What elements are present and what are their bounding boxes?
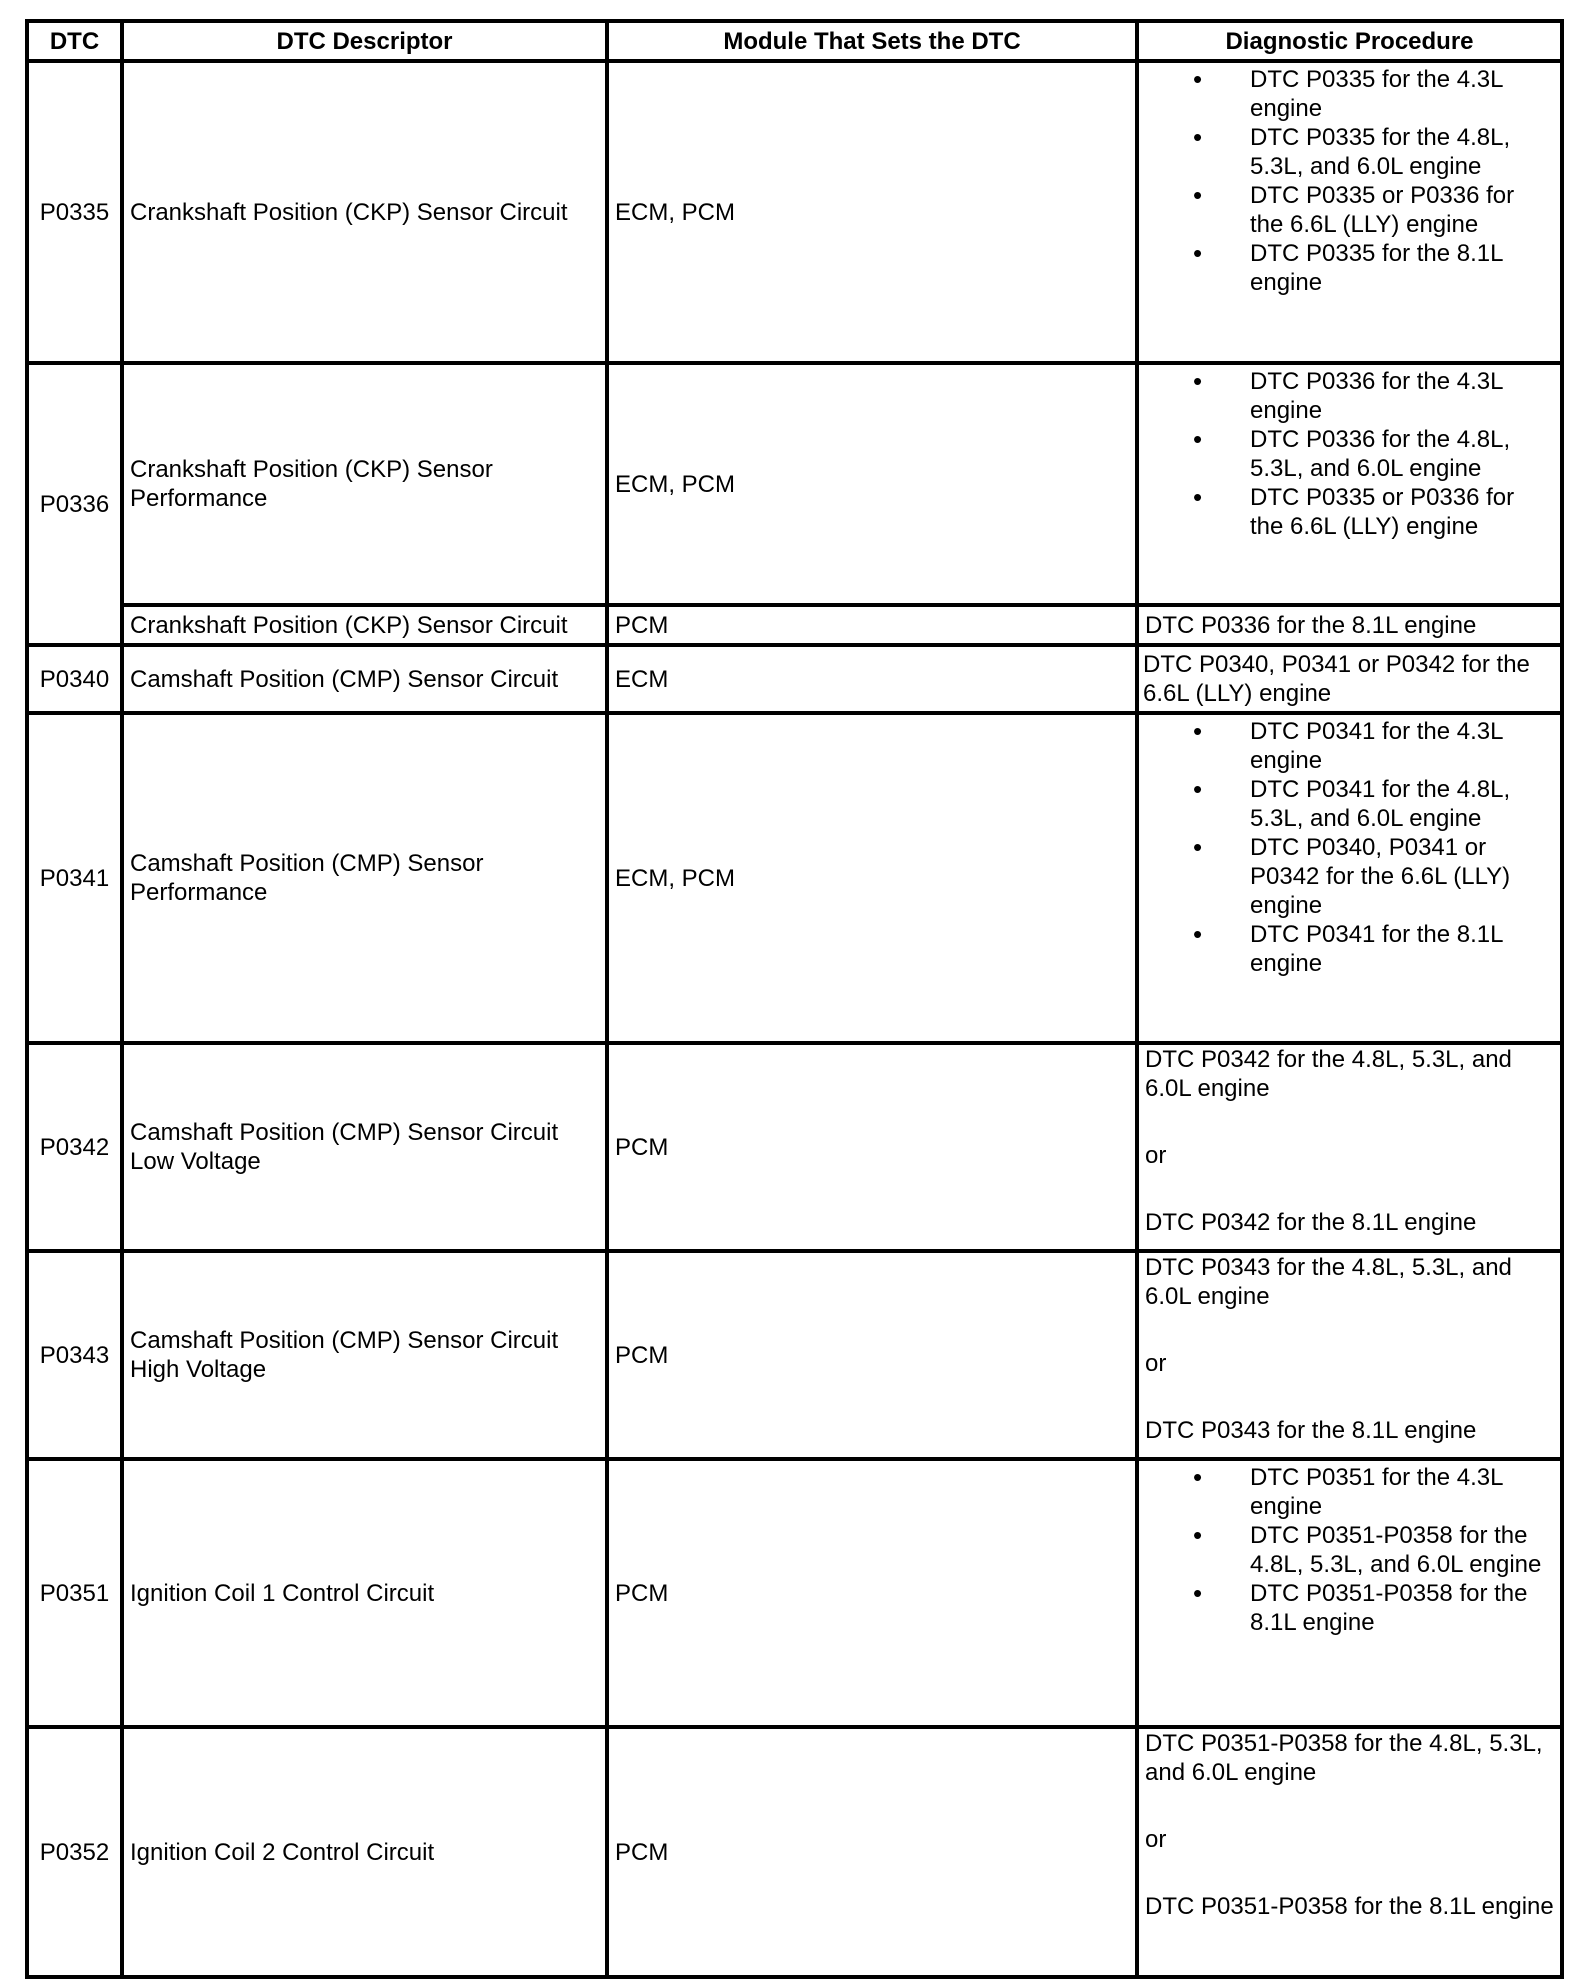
dtc-table [25, 19, 1564, 1979]
table-row [27, 61, 1562, 363]
procedure-list [1145, 717, 1554, 978]
dtc-descriptor: Ignition Coil 2 Control Circuit [122, 1727, 607, 1977]
table-row [27, 1459, 1562, 1727]
dtc-module: PCM [607, 1043, 1137, 1251]
dtc-code: P0352 [27, 1727, 122, 1977]
procedure-item: • DTC P0341 for the 4.8L, 5.3L, and 6.0L engine [1250, 775, 1554, 833]
procedure-item: • DTC P0335 or P0336 for the 6.6L (LLY) engine [1250, 181, 1554, 239]
procedure-list [1145, 367, 1554, 541]
dtc-descriptor: Ignition Coil 1 Control Circuit [122, 1459, 607, 1727]
dtc-descriptor: Crankshaft Position (CKP) Sensor Circuit [122, 605, 607, 645]
header-dtc: DTC [27, 21, 122, 61]
procedure-or: or [1145, 1142, 1167, 1169]
diagnostic-procedure [1137, 1043, 1562, 1251]
procedure-text: DTC P0351-P0358 for the 4.8L, 5.3L, and 6.0L engine [1145, 1730, 1543, 1786]
diagnostic-procedure [1137, 363, 1562, 605]
dtc-module: PCM [607, 1727, 1137, 1977]
dtc-descriptor: Camshaft Position (CMP) Sensor Circuit Low Voltage [122, 1043, 607, 1251]
dtc-module: PCM [607, 1251, 1137, 1459]
procedure-text: DTC P0343 for the 8.1L engine [1145, 1417, 1477, 1444]
table-row [27, 1727, 1562, 1977]
procedure-item: • DTC P0351-P0358 for the 4.8L, 5.3L, and 6.0L engine [1250, 1521, 1554, 1579]
table-row [27, 363, 1562, 605]
header-procedure: Diagnostic Procedure [1137, 21, 1562, 61]
procedure-item: • DTC P0335 for the 4.8L, 5.3L, and 6.0L engine [1250, 123, 1554, 181]
dtc-code: P0351 [27, 1459, 122, 1727]
dtc-code: P0336 [27, 363, 122, 645]
diagnostic-procedure [1137, 61, 1562, 363]
procedure-text: DTC P0342 for the 8.1L engine [1145, 1209, 1477, 1236]
dtc-code: P0340 [27, 645, 122, 713]
table-row [27, 713, 1562, 1043]
procedure-text: DTC P0343 for the 4.8L, 5.3L, and 6.0L engine [1145, 1254, 1512, 1310]
table-row [27, 1251, 1562, 1459]
procedure-item: • DTC P0335 or P0336 for the 6.6L (LLY) engine [1250, 483, 1554, 541]
dtc-code: P0343 [27, 1251, 122, 1459]
dtc-descriptor: Crankshaft Position (CKP) Sensor Performance [122, 363, 607, 605]
dtc-descriptor: Camshaft Position (CMP) Sensor Circuit High Voltage [122, 1251, 607, 1459]
diagnostic-procedure [1137, 1251, 1562, 1459]
diagnostic-procedure [1137, 713, 1562, 1043]
dtc-module: ECM [607, 645, 1137, 713]
diagnostic-procedure: DTC P0340, P0341 or P0342 for the 6.6L (LLY) engine [1137, 645, 1562, 713]
dtc-module: PCM [607, 605, 1137, 645]
procedure-item: • DTC P0341 for the 8.1L engine [1250, 920, 1554, 978]
table-header-row [27, 21, 1562, 61]
procedure-or: or [1145, 1826, 1167, 1853]
procedure-or: or [1145, 1350, 1167, 1377]
header-module: Module That Sets the DTC [607, 21, 1137, 61]
procedure-item: • DTC P0341 for the 4.3L engine [1250, 717, 1554, 775]
dtc-descriptor: Crankshaft Position (CKP) Sensor Circuit [122, 61, 607, 363]
diagnostic-procedure: DTC P0336 for the 8.1L engine [1137, 605, 1562, 645]
procedure-item: • DTC P0335 for the 8.1L engine [1250, 239, 1554, 297]
table-row [27, 645, 1562, 713]
table-row [27, 1043, 1562, 1251]
dtc-descriptor: Camshaft Position (CMP) Sensor Circuit [122, 645, 607, 713]
procedure-item: • DTC P0351 for the 4.3L engine [1250, 1463, 1554, 1521]
dtc-code: P0335 [27, 61, 122, 363]
dtc-module: PCM [607, 1459, 1137, 1727]
dtc-code: P0341 [27, 713, 122, 1043]
procedure-text: DTC P0342 for the 4.8L, 5.3L, and 6.0L engine [1145, 1046, 1512, 1102]
dtc-module: ECM, PCM [607, 363, 1137, 605]
table-row [27, 605, 1562, 645]
procedure-item: • DTC P0340, P0341 or P0342 for the 6.6L (LLY) engine [1250, 833, 1554, 920]
dtc-descriptor: Camshaft Position (CMP) Sensor Performance [122, 713, 607, 1043]
diagnostic-procedure [1137, 1459, 1562, 1727]
procedure-item: • DTC P0351-P0358 for the 8.1L engine [1250, 1579, 1554, 1637]
procedure-item: • DTC P0336 for the 4.3L engine [1250, 367, 1554, 425]
header-descriptor: DTC Descriptor [122, 21, 607, 61]
diagnostic-procedure [1137, 1727, 1562, 1977]
procedure-list [1145, 65, 1554, 297]
procedure-text: DTC P0351-P0358 for the 8.1L engine [1145, 1893, 1554, 1920]
procedure-item: • DTC P0335 for the 4.3L engine [1250, 65, 1554, 123]
procedure-item: • DTC P0336 for the 4.8L, 5.3L, and 6.0L engine [1250, 425, 1554, 483]
dtc-module: ECM, PCM [607, 61, 1137, 363]
procedure-list [1145, 1463, 1554, 1637]
dtc-code: P0342 [27, 1043, 122, 1251]
dtc-module: ECM, PCM [607, 713, 1137, 1043]
